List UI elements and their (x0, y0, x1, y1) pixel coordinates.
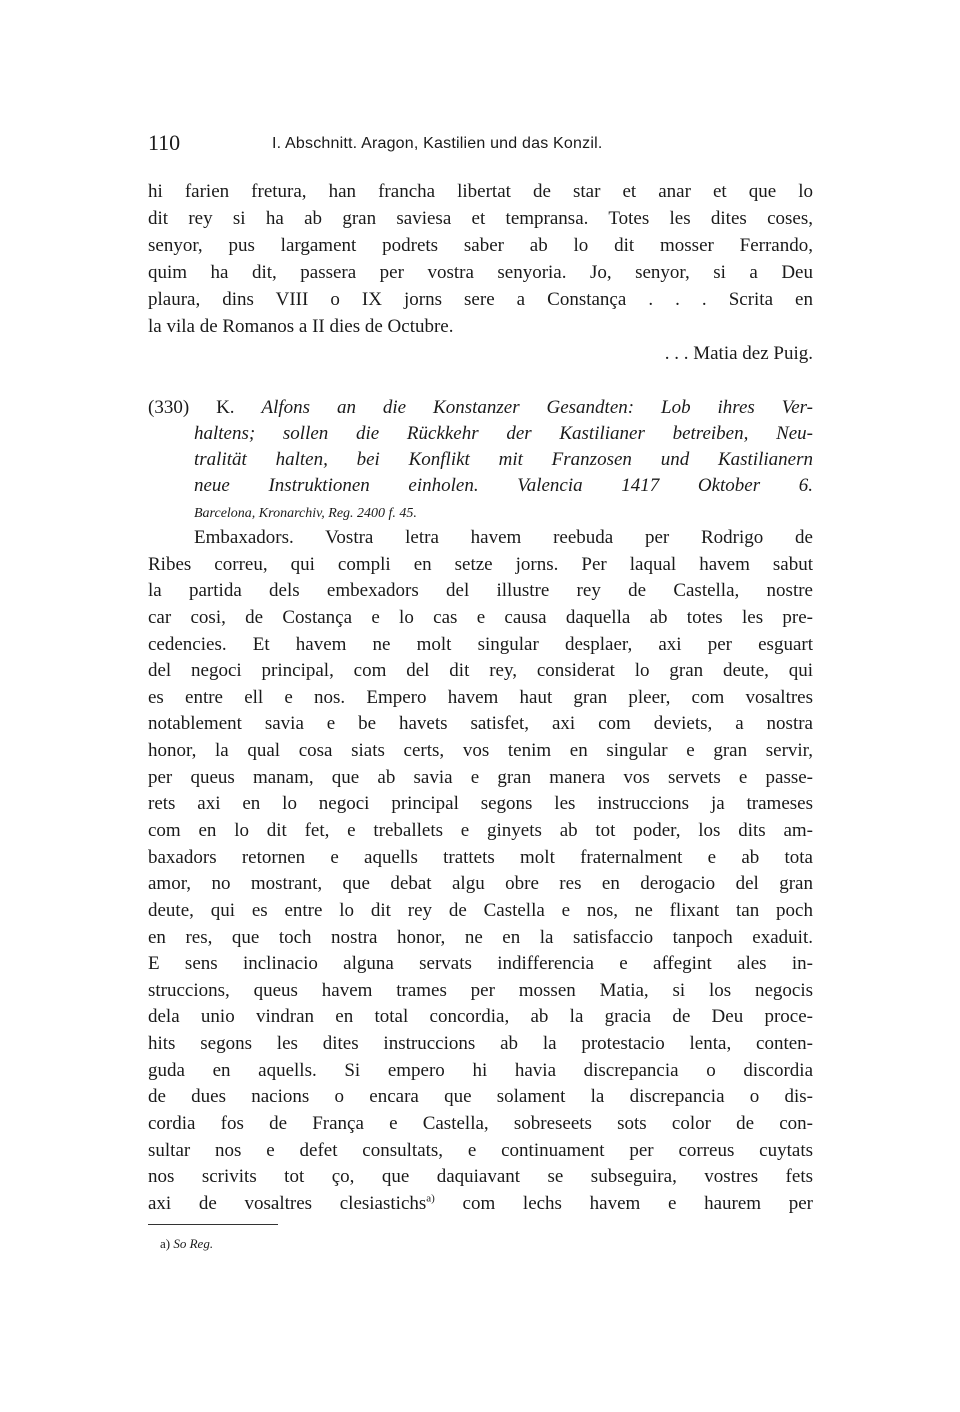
archive-source: Barcelona, Kronarchiv, Reg. 2400 f. 45. (194, 506, 417, 521)
text-line: la vila de Romanos a II dies de Octubre. (148, 316, 454, 337)
signature: . . . Matia dez Puig. (664, 343, 813, 364)
text-line: amor, no mostrant, que debat algu obre res en derogacio del gran (148, 873, 813, 894)
text-line: car cosi, de Costança e lo cas e causa daquella ab totes les pre- (148, 607, 813, 628)
page-number: 110 (148, 130, 181, 155)
document-heading-line: tralität halten, bei Konflikt mit Franzosen und Kastilianern (194, 449, 813, 470)
text-line: dit rey si ha ab gran saviesa et tempransa. Totes les dites coses, (148, 208, 813, 229)
text-line: sultar nos e defet consultats, e continuament per correus cuytats (148, 1140, 813, 1161)
text-line: es entre ell e nos. Empero havem haut gran pleer, com vosaltres (148, 687, 813, 708)
text-line: E sens inclinacio alguna servats indifferencia e affegint ales in- (148, 953, 813, 974)
text-line: baxadors retornen e aquells trattets molt fraternalment e ab tota (148, 847, 813, 868)
footnote-rule (148, 1224, 278, 1225)
text-line: guda en aquells. Si empero hi havia discrepancia o discordia (148, 1060, 813, 1081)
text-line: hits segons les dites instruccions ab la protestacio lenta, conten- (148, 1033, 813, 1054)
text-line: notablement savia e be havets satisfet, axi com deviets, a nostra (148, 713, 813, 734)
text-line: plaura, dins VIII o IX jorns sere a Constança . . . Scrita en (148, 289, 813, 310)
text-line: Ribes correu, qui compli en setze jorns. Per laqual havem sabut (148, 554, 813, 575)
footnote-text: So Reg. (173, 1236, 214, 1251)
running-head (148, 130, 818, 160)
document-heading-line: haltens; sollen die Rückkehr der Kastilianer betreiben, Neu- (194, 423, 813, 444)
text-line: senyor, pus largament podrets saber ab lo dit mosser Ferrando, (148, 235, 813, 256)
text-line: cedencies. Et havem ne molt singular desplaer, axi per esguart (148, 634, 813, 655)
document-heading-line (148, 395, 813, 421)
document-number: (330) K. (148, 397, 235, 418)
text-line: com en lo dit fet, e treballets e ginyets ab tot poder, los dits am- (148, 820, 813, 841)
document-heading-line: neue Instruktionen einholen. Valencia 1417 Oktober 6. (194, 475, 813, 496)
text-line (148, 1191, 813, 1217)
running-head-title: I. Abschnitt. Aragon, Kastilien und das Konzil. (272, 135, 603, 152)
text-line: Embaxadors. Vostra letra havem reebuda per Rodrigo de (194, 527, 813, 548)
text-line: hi farien fretura, han francha libertat de star et anar et que lo (148, 181, 813, 202)
text-line: del negoci principal, com del dit rey, considerat lo gran deute, qui (148, 660, 813, 681)
text-line: rets axi en lo negoci principal segons les instruccions ja trameses (148, 793, 813, 814)
text-line: dela unio vindran en total concordia, ab la gracia de Deu proce- (148, 1006, 813, 1027)
text-line: struccions, queus havem trames per mossen Matia, si los negocis (148, 980, 813, 1001)
footnote (160, 1236, 213, 1252)
footnote-reference: a) (426, 1192, 435, 1205)
text-line: deute, qui es entre lo dit rey de Castella e nos, ne flixant tan poch (148, 900, 813, 921)
text-line: honor, la qual cosa siats certs, vos tenim en singular e gran servir, (148, 740, 813, 761)
text-line: nos scrivits tot ço, que daquiavant se subseguira, vostres fets (148, 1166, 813, 1187)
text-fragment: axi de vosaltres clesiastichs (148, 1193, 427, 1214)
footnote-marker: a) (160, 1236, 171, 1251)
text-fragment: com lechs havem e haurem per (462, 1193, 814, 1214)
text-line: la partida dels embexadors del illustre rey de Castella, nostre (148, 580, 813, 601)
text-line: per queus manam, que ab savia e gran manera vos servets e passe- (148, 767, 813, 788)
text-line: quim ha dit, passera per vostra senyoria. Jo, senyor, si a Deu (148, 262, 813, 283)
text-line: de dues nacions o encara que solament la discrepancia o dis- (148, 1086, 813, 1107)
text-line: en res, que toch nostra honor, ne en la satisfaccio tanpoch exaduit. (148, 927, 813, 948)
text-line: cordia fos de França e Castella, sobreseets sots color de con- (148, 1113, 813, 1134)
heading-text: Alfons an die Konstanzer Gesandten: Lob ihres Ver- (261, 397, 813, 418)
